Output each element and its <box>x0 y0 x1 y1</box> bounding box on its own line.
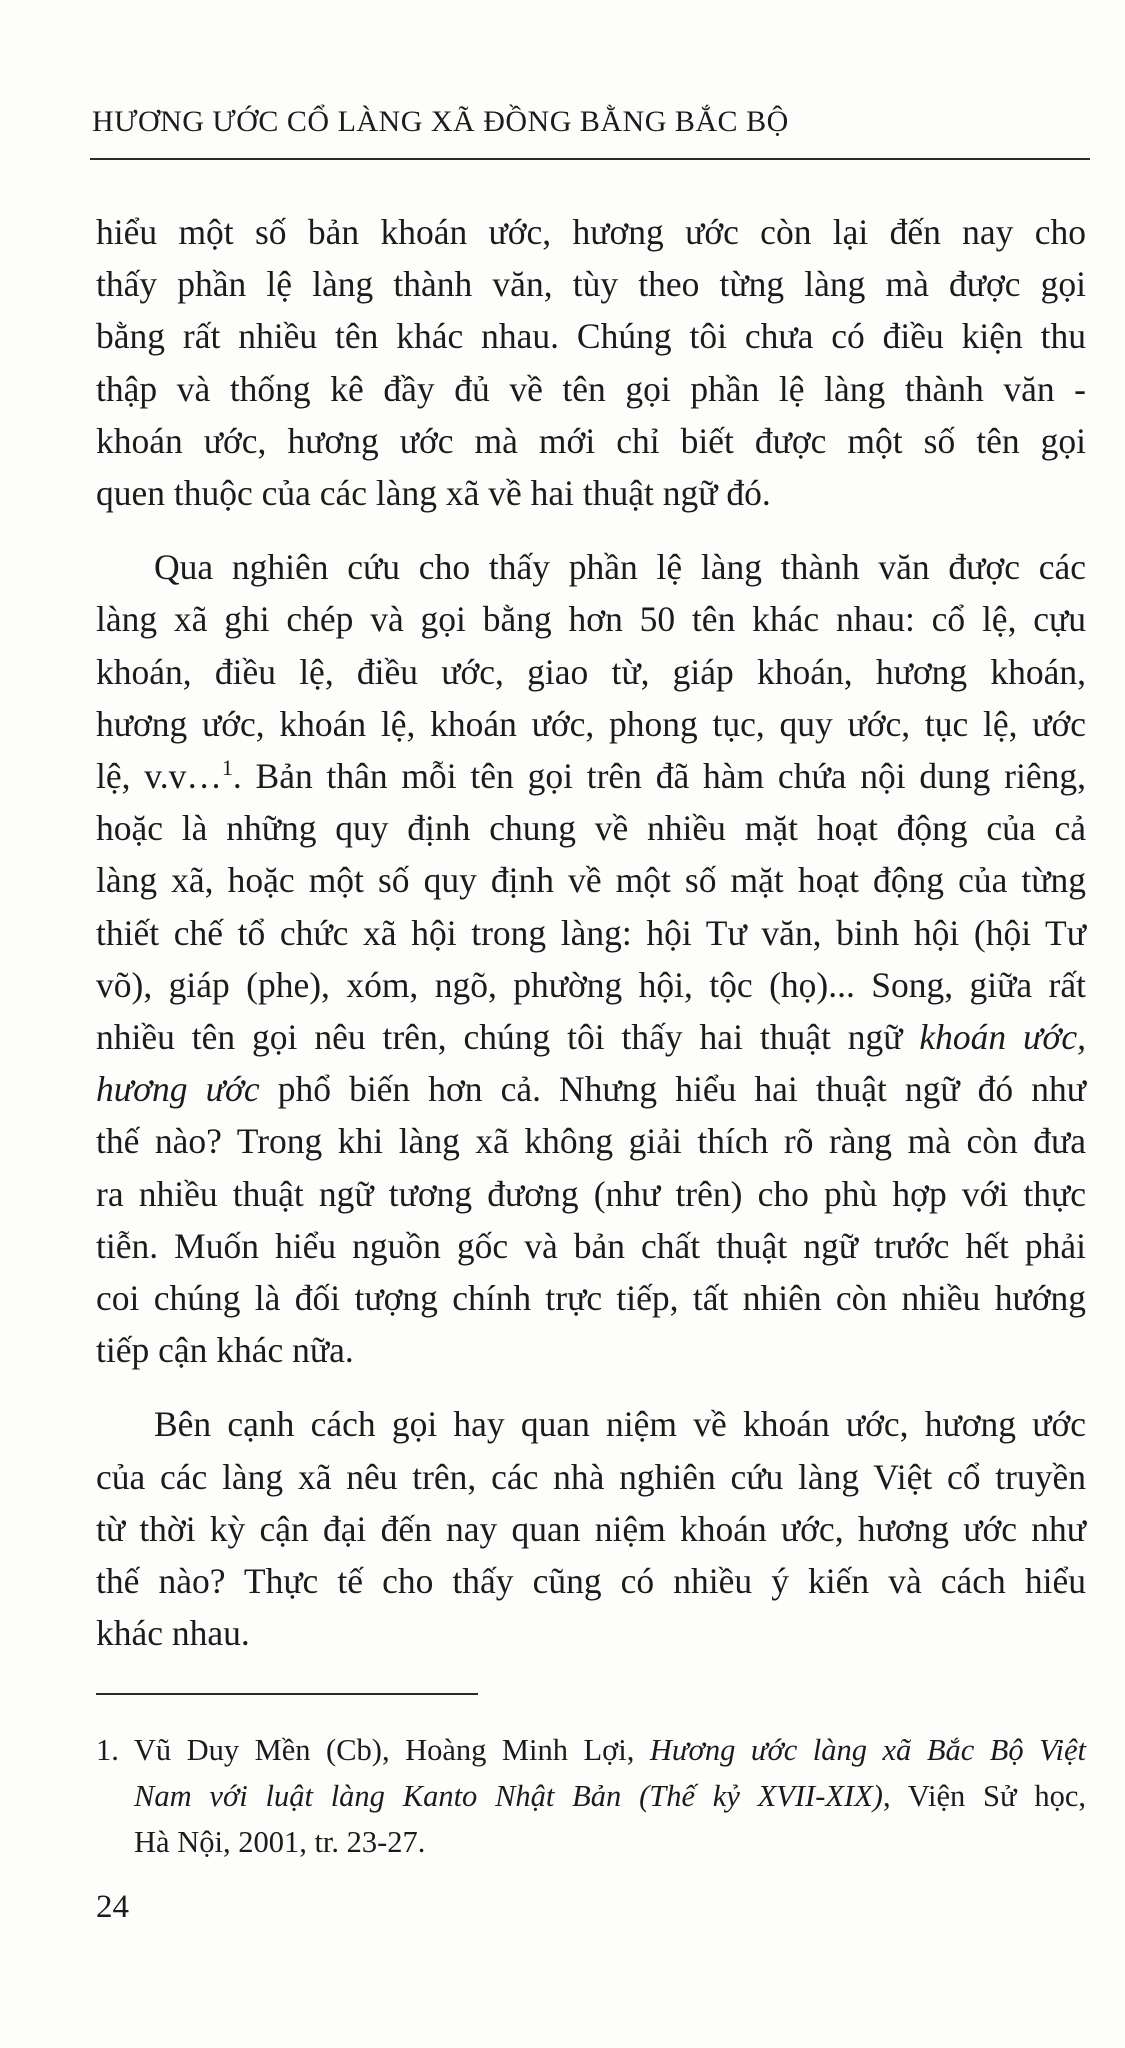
running-header: HƯƠNG ƯỚC CỔ LÀNG XÃ ĐỒNG BẰNG BẮC BỘ <box>92 105 789 138</box>
text-line: của các làng xã nêu trên, các nhà nghiên cứu làng Việt cổ truyền <box>96 1456 1086 1497</box>
footnote-reference[interactable]: 1 <box>221 755 233 781</box>
footnote-number: 1. <box>96 1733 119 1767</box>
footnote-separator <box>96 1693 478 1695</box>
text-line: hoặc là những quy định chung về nhiều mặt hoạt động của cả <box>96 808 1086 849</box>
text-line: từ thời kỳ cận đại đến nay quan niệm khoán ước, hương ước như <box>96 1508 1086 1549</box>
header-rule <box>90 158 1090 160</box>
line-segment: . Bản thân mỗi tên gọi trên đã hàm chứa nội dung riêng, <box>232 756 1086 797</box>
footnote-line: Hà Nội, 2001, tr. 23-27. <box>134 1825 426 1859</box>
text-line: thiết chế tổ chức xã hội trong làng: hội Tư văn, binh hội (hội Tư <box>96 912 1086 953</box>
line-segment: lệ, v.v… <box>96 756 222 797</box>
text-line: khoán ước, hương ước mà mới chỉ biết được một số tên gọi <box>96 420 1086 461</box>
italic-term: hương ước <box>96 1069 260 1110</box>
footnote <box>96 1727 1086 1865</box>
text-line: thập và thống kê đầy đủ về tên gọi phần lệ làng thành văn - <box>96 368 1086 409</box>
text-line: võ), giáp (phe), xóm, ngõ, phường hội, tộc (họ)... Song, giữa rất <box>96 964 1086 1005</box>
text-line: thế nào? Thực tế cho thấy cũng có nhiều ý kiến và cách hiểu <box>96 1561 1086 1602</box>
text-line: khoán, điều lệ, điều ước, giao từ, giáp khoán, hương khoán, <box>96 651 1086 692</box>
italic-term: khoán ước, <box>919 1017 1086 1058</box>
text-line <box>96 1011 1086 1063</box>
text-line: ra nhiều thuật ngữ tương đương (như trên) cho phù hợp với thực <box>96 1173 1086 1214</box>
text-line: hương ước, khoán lệ, khoán ước, phong tục, quy ước, tục lệ, ước <box>96 703 1086 744</box>
text-line: hiểu một số bản khoán ước, hương ước còn lại đến nay cho <box>96 212 1086 252</box>
paragraph-3 <box>96 1398 1086 1659</box>
page-number: 24 <box>96 1889 129 1925</box>
line-segment: phổ biến hơn cả. Nhưng hiểu hai thuật ngữ đó như <box>259 1069 1086 1110</box>
text-line <box>96 1063 1086 1115</box>
text-line: làng xã, hoặc một số quy định về một số mặt hoạt động của từng <box>96 860 1086 901</box>
text-line <box>96 750 1086 802</box>
text-line: tiễn. Muốn hiểu nguồn gốc và bản chất thuật ngữ trước hết phải <box>96 1225 1086 1266</box>
footnote-title: Nam với luật làng Kanto Nhật Bản (Thế kỷ XVII-XIX) <box>134 1779 883 1813</box>
text-line: bằng rất nhiều tên khác nhau. Chúng tôi chưa có điều kiện thu <box>96 316 1086 357</box>
footnote-publisher: , Viện Sử học, <box>882 1779 1086 1813</box>
line-segment: nhiều tên gọi nêu trên, chúng tôi thấy hai thuật ngữ <box>96 1017 920 1058</box>
footnote-title: Hương ước làng xã Bắc Bộ Việt <box>649 1733 1086 1767</box>
text-line: khác nhau. <box>96 1613 250 1654</box>
footnote-authors: Vũ Duy Mền (Cb), Hoàng Minh Lợi, <box>118 1733 650 1767</box>
footnote-line <box>96 1773 1086 1819</box>
footnote-line <box>96 1727 1086 1773</box>
text-line: tiếp cận khác nữa. <box>96 1330 354 1371</box>
body-text <box>96 206 1086 1681</box>
paragraph-2 <box>96 541 1086 1376</box>
text-line: thấy phần lệ làng thành văn, tùy theo từng làng mà được gọi <box>96 264 1086 305</box>
text-line: làng xã ghi chép và gọi bằng hơn 50 tên khác nhau: cổ lệ, cựu <box>96 599 1086 640</box>
text-line: Bên cạnh cách gọi hay quan niệm về khoán ước, hương ước <box>154 1404 1086 1445</box>
paragraph-1 <box>96 206 1086 519</box>
text-line: coi chúng là đối tượng chính trực tiếp, tất nhiên còn nhiều hướng <box>96 1278 1086 1319</box>
text-line: thế nào? Trong khi làng xã không giải thích rõ ràng mà còn đưa <box>96 1121 1086 1162</box>
text-line: Qua nghiên cứu cho thấy phần lệ làng thành văn được các <box>154 547 1086 588</box>
text-line: quen thuộc của các làng xã về hai thuật ngữ đó. <box>96 473 771 514</box>
